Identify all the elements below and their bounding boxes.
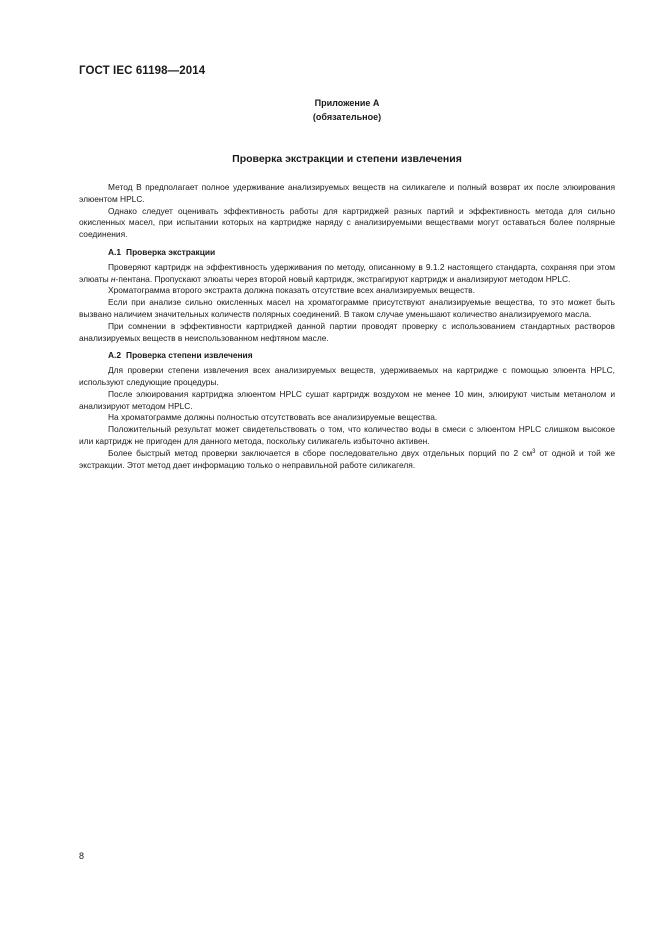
- italic-run: н: [110, 273, 116, 284]
- section-heading-a2: [79, 350, 615, 362]
- section-number: А.2: [108, 350, 122, 361]
- annex-label: Приложение А: [314, 98, 380, 108]
- text-run: Проверяют картридж на эффективность удерживания по методу, описанному в 9.1.2 настоящего стандарта, сохраняя при этом элюаты: [79, 261, 615, 284]
- section-paragraph: На хроматограмме должны полностью отсутствовать все анализируемые вещества.: [108, 412, 438, 423]
- document-body: [79, 182, 615, 471]
- section-title: Проверка степени извлечения: [126, 350, 253, 361]
- page-number: 8: [79, 851, 85, 861]
- section-title: Проверка экстракции: [126, 246, 216, 257]
- section-paragraph: Если при анализе сильно окисленных масел на хроматограмме присутствуют анализируемые вещества, то это может быть вызвано наличием значительных количеств полярных соединений. В таком случае уменьшают количество анализируемого масла.: [79, 297, 615, 319]
- section-paragraph: Для проверки степени извлечения всех анализируемых веществ, удерживаемых на картридже с помощью элюента HPLC, используют следующие процедуры.: [79, 365, 615, 387]
- section-number: А.1: [108, 246, 122, 257]
- text-run: от одной и той же экстракции. Этот метод дает информацию только о неправильной работе силикагеля.: [79, 447, 616, 470]
- superscript: 3: [532, 448, 536, 455]
- section-paragraph: После элюирования картриджа элюентом HPLC сушат картридж воздухом не менее 10 мин, элюируют чистым метанолом и анализируют методом HPLC.: [79, 388, 615, 411]
- section-paragraph: При сомнении в эффективности картриджей данной партии проводят проверку с использованием стандартных растворов анализируемых веществ в неиспользованном нефтяном масле.: [79, 320, 615, 343]
- section-heading-a1: [79, 247, 615, 259]
- document-id: ГОСТ IEC 61198—2014: [79, 65, 206, 77]
- annex-heading: [79, 96, 615, 124]
- text-run: -пентана. Пропускают элюаты через второй новый картридж, экстрагируют картридж и анализируют методом HPLC.: [115, 273, 571, 284]
- intro-paragraph: Метод В предполагает полное удерживание анализируемых веществ на силикагеле и полный возврат их после элюирования элюентом HPLC.: [79, 182, 615, 204]
- section-paragraph: Положительный результат может свидетельствовать о том, что количество воды в смеси с элюентом HPLC слишком высокое или картридж не пригоден для данного метода, поскольку силикагель избыточно активен.: [79, 424, 615, 446]
- page-title: Проверка экстракции и степени извлечения: [232, 153, 462, 165]
- annex-status: (обязательное): [312, 112, 382, 122]
- section-paragraph: [79, 448, 615, 472]
- section-paragraph: Хроматограмма второго экстракта должна показать отсутствие всех анализируемых веществ.: [108, 285, 475, 296]
- intro-paragraph: Однако следует оценивать эффективность работы для картриджей разных партий и эффективность метода для сильно окисленных масел, при испытании которых на картридже наряду с анализируемыми веществами могут оставаться более полярные соединения.: [79, 205, 615, 240]
- text-run: Более быстрый метод проверки заключается в сборе последовательно двух отдельных порций по 2 см: [108, 447, 533, 458]
- section-paragraph: [79, 262, 615, 286]
